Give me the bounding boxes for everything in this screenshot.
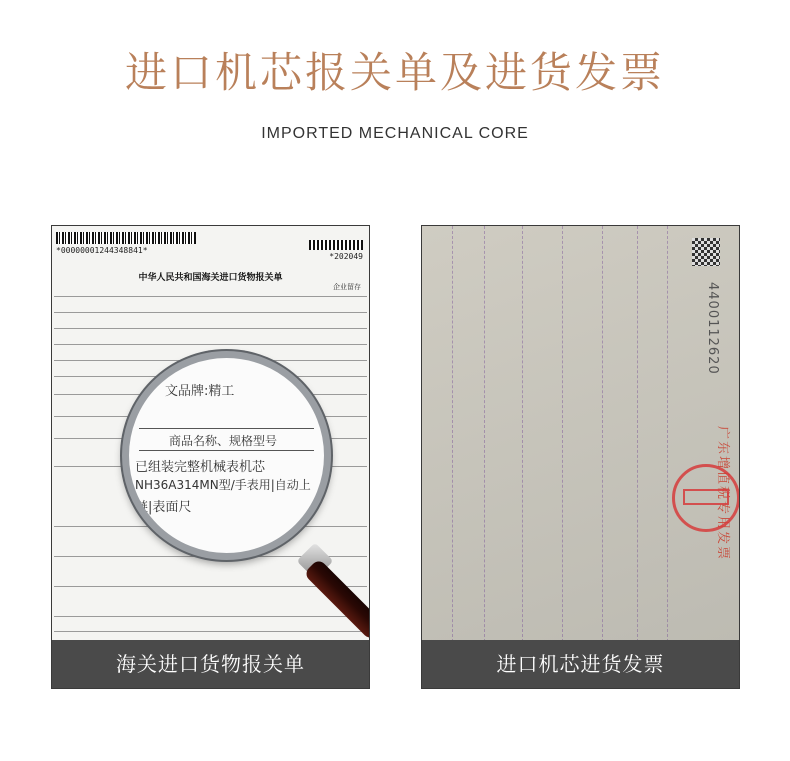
purchase-invoice-image	[422, 226, 739, 642]
invoice-column	[522, 226, 523, 642]
magnifier-column-header: 商品名称、规格型号	[169, 434, 278, 448]
invoice-column	[602, 226, 603, 642]
qr-code-icon	[692, 238, 720, 266]
magnifier-handle	[303, 558, 369, 641]
magnifier-line-2: NH36A314MN型/手表用|自动上	[135, 478, 311, 492]
page-title: 进口机芯报关单及进货发票	[124, 48, 665, 97]
customs-declaration-card	[51, 225, 370, 689]
magnifier-lens	[122, 351, 331, 560]
magnifier-line-1: 已组装完整机械表机芯	[135, 460, 266, 475]
barcode-secondary	[309, 240, 363, 250]
barcode-number-right: *202049	[329, 252, 363, 261]
invoice-heading: 广东增值税专用发票	[715, 426, 730, 562]
form-rule	[54, 296, 367, 297]
invoice-column	[452, 226, 453, 642]
barcode	[56, 232, 196, 244]
form-rule	[54, 631, 367, 632]
form-rule	[54, 344, 367, 345]
form-rule	[54, 312, 367, 313]
invoice-column	[562, 226, 563, 642]
magnifier-rule	[139, 450, 314, 451]
invoice-column	[637, 226, 638, 642]
document-title: 中华人民共和国海关进口货物报关单	[138, 273, 283, 283]
page-subtitle: IMPORTED MECHANICAL CORE	[261, 125, 529, 142]
invoice-column	[667, 226, 668, 642]
purchase-invoice-caption: 进口机芯进货发票	[422, 640, 739, 688]
magnifier-brand-label: 文品牌:精工	[165, 384, 235, 399]
barcode-number: *00000001244348841*	[56, 246, 148, 255]
customs-declaration-image	[52, 226, 369, 642]
invoice-number: 4400112620	[705, 282, 720, 375]
purchase-invoice-card	[421, 225, 740, 689]
red-seal-inner	[683, 489, 729, 505]
customs-declaration-caption: 海关进口货物报关单	[52, 640, 369, 688]
invoice-column	[484, 226, 485, 642]
magnifier-line-3: 链|表面尺	[135, 500, 192, 515]
document-side-label: 企业留存	[333, 283, 361, 291]
form-rule	[54, 616, 367, 617]
form-rule	[54, 328, 367, 329]
red-seal-stamp	[672, 464, 739, 532]
magnifier-rule	[139, 428, 314, 429]
